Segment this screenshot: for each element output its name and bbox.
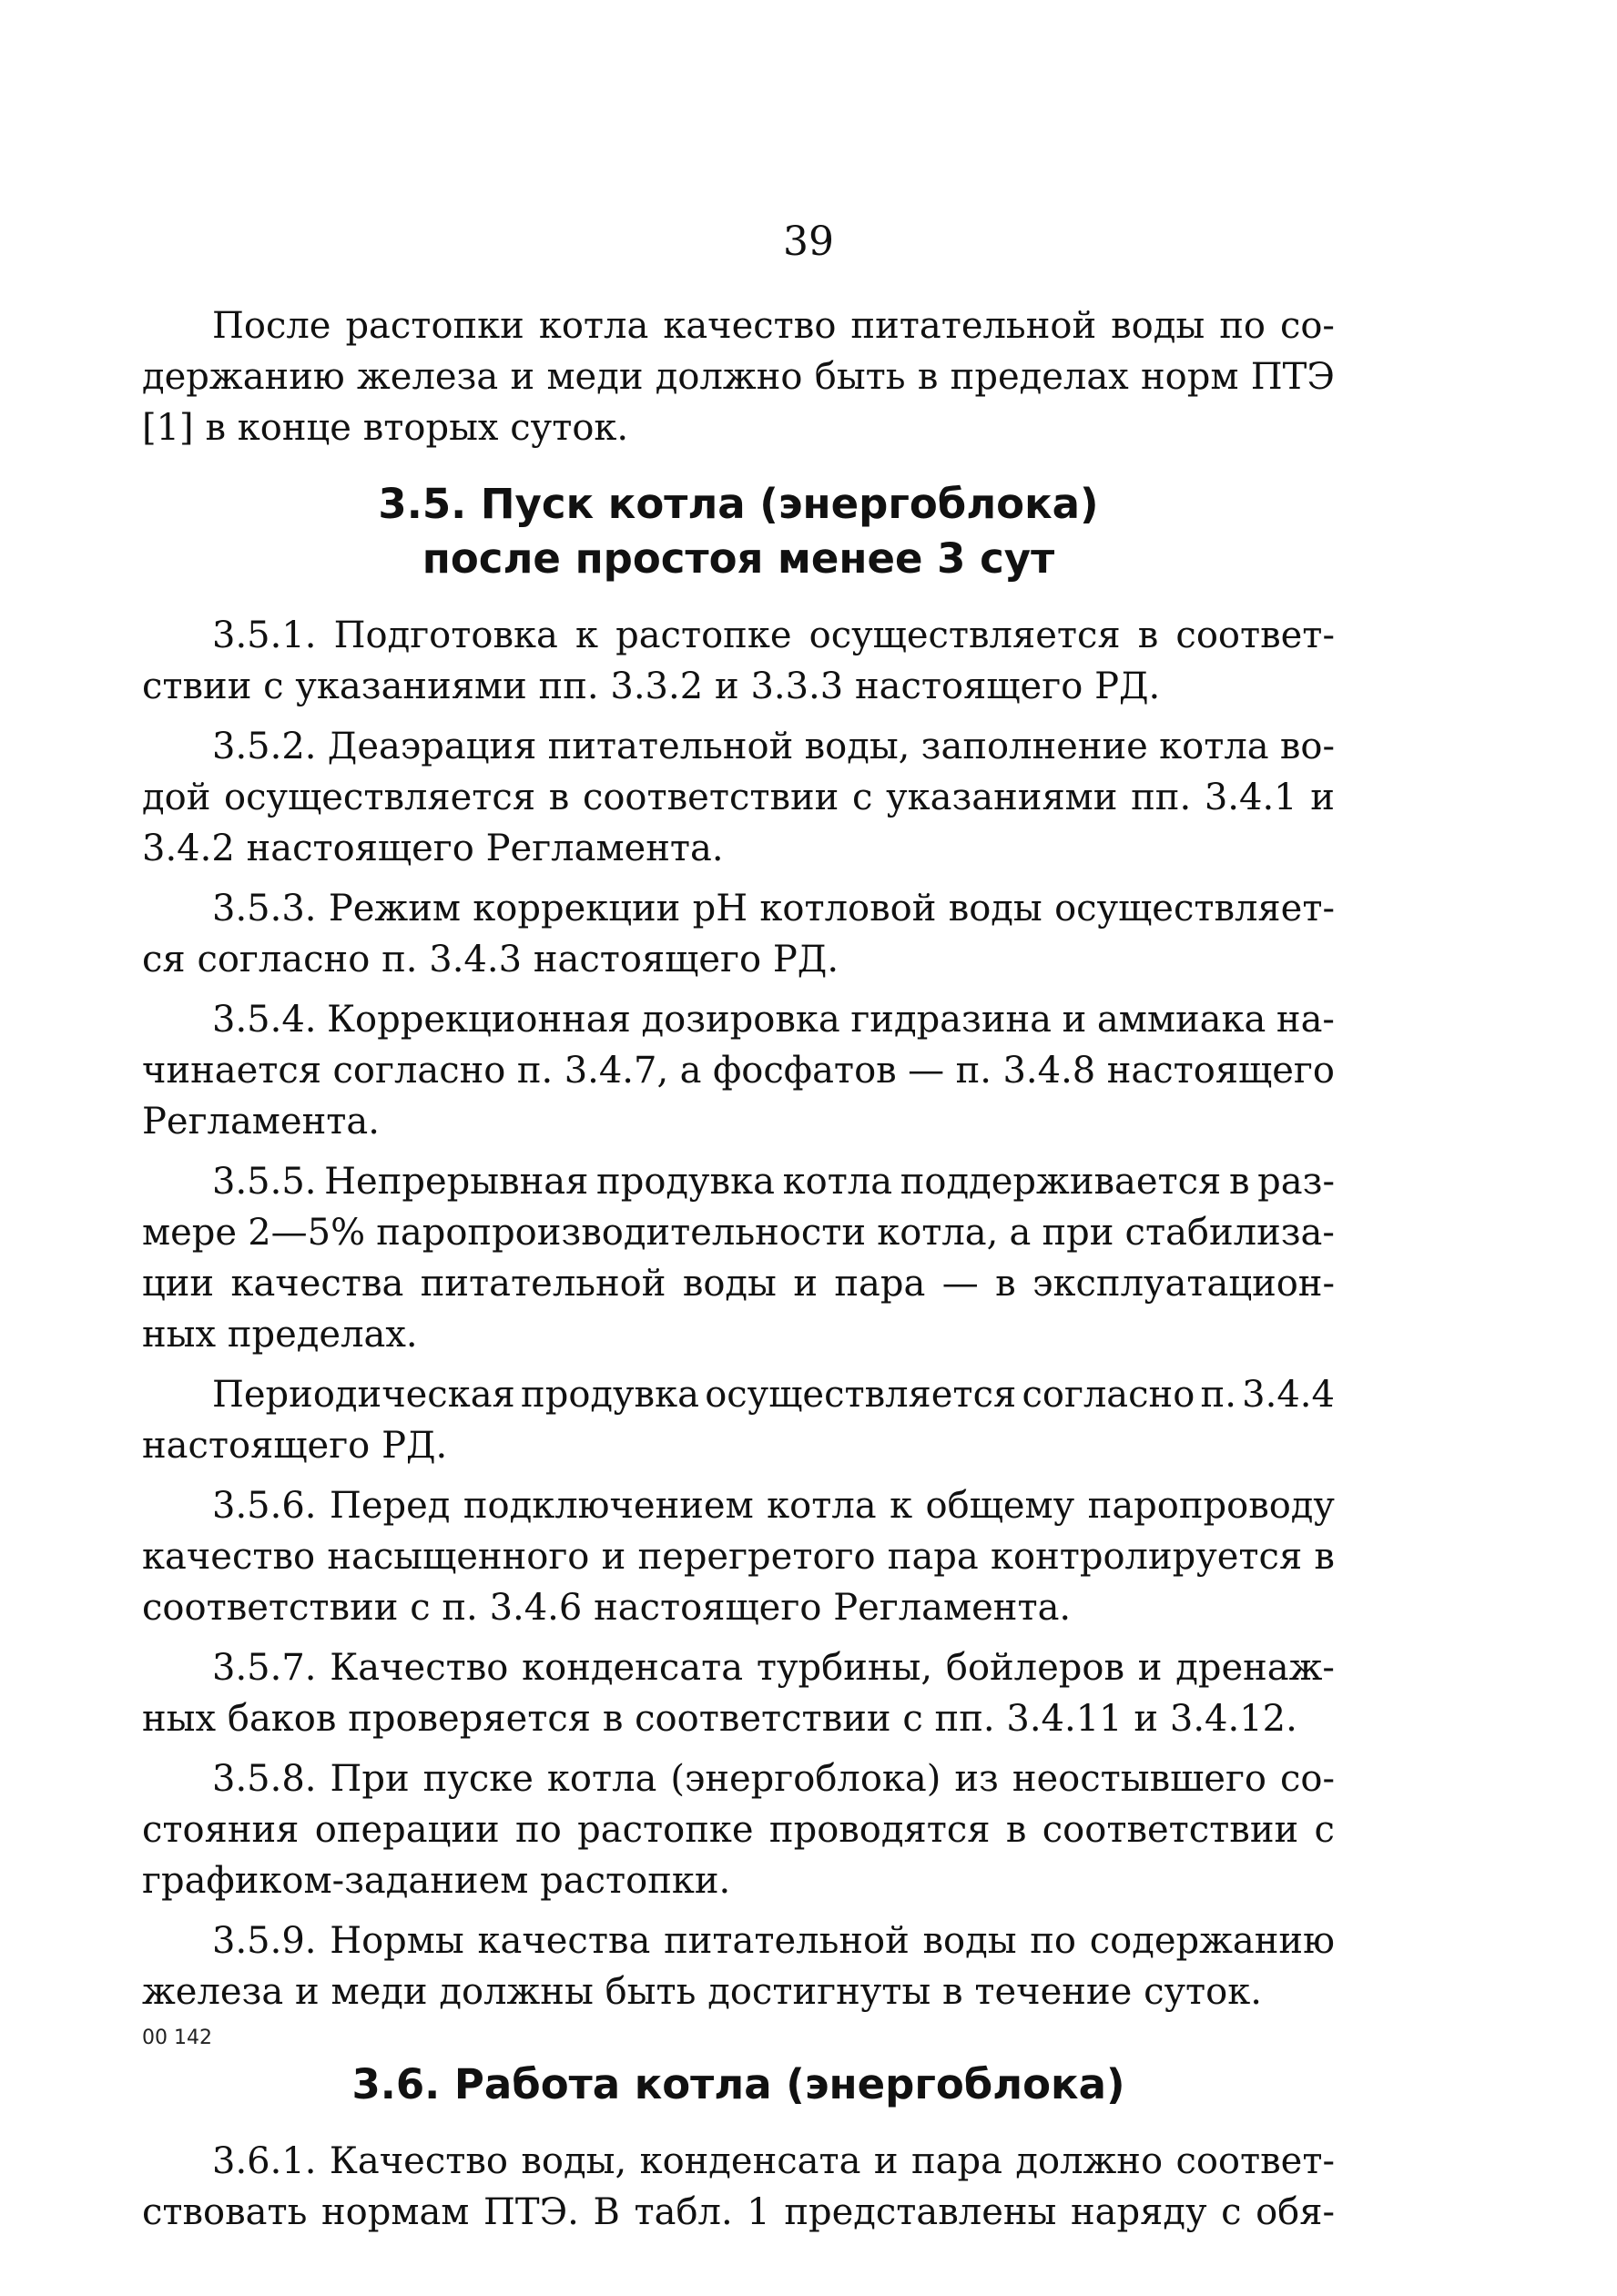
section-heading <box>142 2057 1335 2112</box>
text-line: 3.5.7. Качество конденсата турбины, бойлеров и дренаж- <box>212 1647 1335 1689</box>
text-line: Регламента. <box>142 1101 380 1143</box>
text-line: Периодическая продувка осуществляется согласно п. 3.4.4 <box>212 1374 1335 1416</box>
text-line: 3.5.5. Непрерывная продувка котла поддерживается в раз- <box>212 1161 1335 1203</box>
text-line: чинается согласно п. 3.4.7, а фосфатов — п. 3.4.8 настоящего <box>142 1050 1335 1092</box>
text-line: дой осуществляется в соответствии с указаниями пп. 3.4.1 и <box>142 777 1335 818</box>
paragraph <box>142 1642 1335 1744</box>
text-line: качество насыщенного и перегретого пара контролируется в <box>142 1536 1335 1578</box>
section-heading <box>142 477 1335 586</box>
text-line: мере 2—5% паропроизводительности котла, а при стабилиза- <box>142 1212 1335 1254</box>
text-line: соответствии с п. 3.4.6 настоящего Регламента. <box>142 1587 1072 1629</box>
paragraph <box>142 610 1335 712</box>
paragraph <box>142 994 1335 1147</box>
paragraph <box>142 1156 1335 1360</box>
text-line: 3.4.2 настоящего Регламента. <box>142 828 724 869</box>
text-line: 3.5.4. Коррекционная дозировка гидразина и аммиака на- <box>212 999 1335 1041</box>
text-line: 3.5.8. При пуске котла (энергоблока) из неостывшего со- <box>212 1758 1335 1800</box>
text-line: 3.5.3. Режим коррекции рН котловой воды осуществляет- <box>212 888 1335 930</box>
text-line: ции качества питательной воды и пара — в эксплуатацион- <box>142 1263 1335 1305</box>
text-line: держанию железа и меди должно быть в пределах норм ПТЭ <box>142 356 1335 398</box>
text-line: 3.5.6. Перед подключением котла к общему паропроводу <box>212 1485 1335 1527</box>
text-line: настоящего РД. <box>142 1425 448 1467</box>
heading-line: 3.6. Работа котла (энергоблока) <box>351 2060 1125 2108</box>
text-line: [1] в конце вторых суток. <box>142 407 629 449</box>
paragraph <box>142 1915 1335 2017</box>
paragraph <box>142 721 1335 874</box>
text-line: 3.5.2. Деаэрация питательной воды, заполнение котла во- <box>212 726 1335 767</box>
paragraph <box>142 1480 1335 1633</box>
page-number: 39 <box>783 218 834 265</box>
heading-line: после простоя менее 3 сут <box>422 534 1055 583</box>
text-line: ствовать нормам ПТЭ. В табл. 1 представлены наряду с обя- <box>142 2191 1335 2233</box>
text-line: 3.6.1. Качество воды, конденсата и пара должно соответ- <box>212 2140 1335 2182</box>
text-line: графиком-заданием растопки. <box>142 1860 731 1902</box>
paragraph <box>142 2136 1335 2238</box>
paragraph <box>142 1753 1335 1906</box>
text-line: ся согласно п. 3.4.3 настоящего РД. <box>142 939 839 980</box>
text-line: ных баков проверяется в соответствии с пп. 3.4.11 и 3.4.12. <box>142 1698 1297 1740</box>
text-line: 3.5.1. Подготовка к растопке осуществляется в соответ- <box>212 615 1335 656</box>
paragraph <box>142 1369 1335 1471</box>
paragraph <box>142 300 1335 453</box>
text-line: стояния операции по растопке проводятся в соответствии с <box>142 1809 1335 1851</box>
paragraph <box>142 883 1335 985</box>
print-code: 00 142 <box>142 2027 212 2049</box>
text-line: После растопки котла качество питательной воды по со- <box>212 305 1335 347</box>
text-line: 3.5.9. Нормы качества питательной воды по содержанию <box>212 1920 1335 1962</box>
text-line: ствии с указаниями пп. 3.3.2 и 3.3.3 настоящего РД. <box>142 665 1161 707</box>
document-body <box>142 300 1335 2238</box>
heading-line: 3.5. Пуск котла (энергоблока) <box>378 480 1099 528</box>
text-line: ных пределах. <box>142 1314 418 1356</box>
text-line: железа и меди должны быть достигнуты в течение суток. <box>142 1971 1262 2013</box>
